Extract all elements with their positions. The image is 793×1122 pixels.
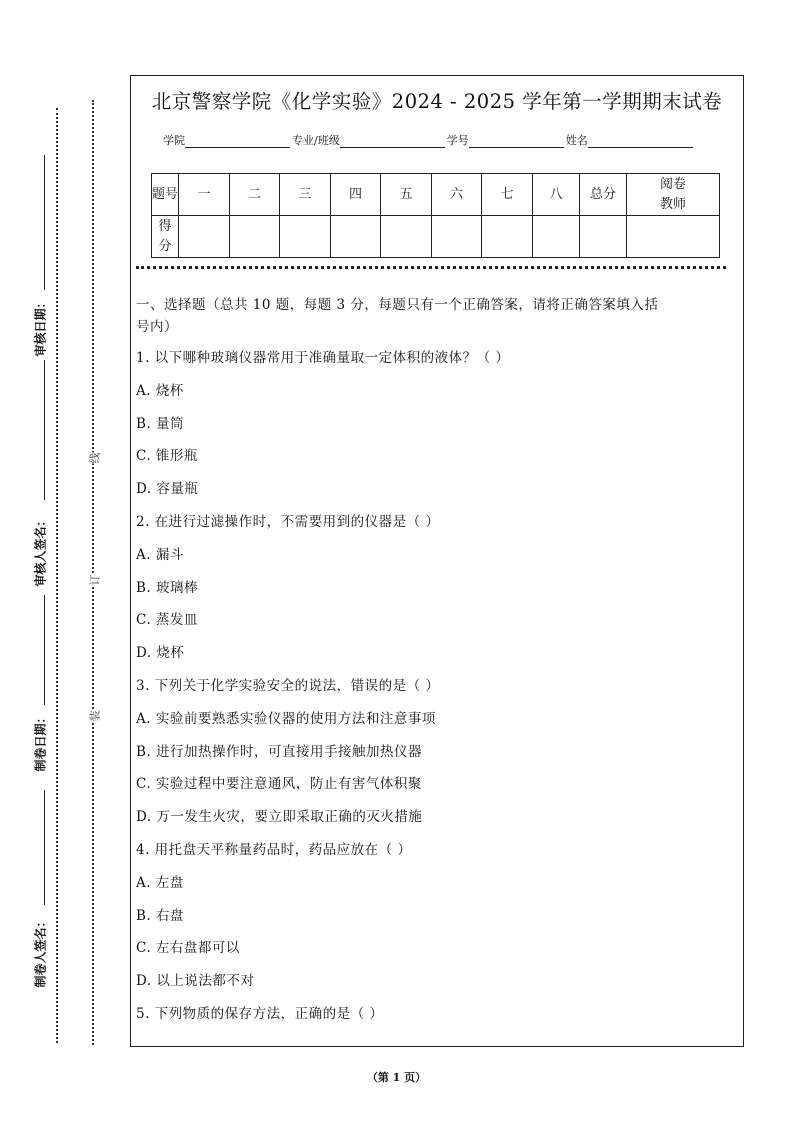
score-cell[interactable] (280, 216, 331, 258)
option: D. 容量瓶 (136, 481, 199, 498)
maker-sign-line (44, 790, 45, 905)
option: B. 量筒 (136, 415, 185, 432)
option: C. 左右盘都可以 (136, 940, 240, 957)
question-2: 2. 在进行过滤操作时，不需要用到的仪器是（ ） (136, 514, 440, 530)
review-date-label: 审核日期： (33, 296, 48, 357)
score-cell[interactable] (230, 216, 280, 258)
score-cell[interactable] (482, 216, 533, 258)
major-label: 专业/班级 (292, 134, 340, 147)
maker-sign-label: 制卷人签名： (33, 915, 48, 988)
student-id-label: 学号 (446, 134, 469, 147)
option: A. 烧杯 (136, 382, 184, 399)
score-cell[interactable] (179, 216, 230, 258)
section-heading-cont: 号内） (136, 319, 178, 335)
name-field[interactable] (588, 135, 693, 148)
student-id-field[interactable] (469, 135, 564, 148)
option: B. 玻璃棒 (136, 579, 199, 596)
college-label: 学院 (163, 134, 185, 147)
page-number: （第 1 页） (366, 1071, 427, 1084)
option: D. 万一发生火灾，要立即采取正确的灭火措施 (136, 809, 423, 826)
review-date-line (44, 155, 45, 290)
bind-mark-line: 线 (88, 452, 102, 464)
option: D. 以上说法都不对 (136, 973, 255, 990)
col-1: 一 (179, 174, 230, 216)
name-label: 姓名 (565, 134, 588, 147)
option: C. 锥形瓶 (136, 448, 198, 465)
col-4: 四 (331, 174, 381, 216)
reviewer-sign-label: 审核人签名： (33, 514, 48, 587)
option: C. 蒸发皿 (136, 612, 198, 629)
score-cell[interactable] (580, 216, 627, 258)
bind-mark-ding: 订 (88, 574, 102, 586)
question-3: 3. 下列关于化学实验安全的说法，错误的是（ ） (136, 678, 440, 694)
score-cell[interactable] (627, 216, 720, 258)
col-grader: 阅卷教师 (627, 174, 720, 216)
make-date-label: 制卷日期： (33, 711, 48, 772)
score-cell[interactable] (432, 216, 482, 258)
score-cell[interactable] (331, 216, 381, 258)
option: D. 烧杯 (136, 645, 185, 662)
col-8: 八 (533, 174, 580, 216)
bind-mark-zhuang: 装 (88, 710, 102, 722)
student-info-row (163, 132, 695, 148)
major-field[interactable] (340, 135, 445, 148)
college-field[interactable] (185, 135, 290, 148)
score-label: 得分 (152, 216, 179, 258)
col-2: 二 (230, 174, 280, 216)
score-cell[interactable] (381, 216, 432, 258)
binding-dotted-line (92, 100, 94, 1045)
option: B. 右盘 (136, 907, 185, 924)
question-5: 5. 下列物质的保存方法，正确的是（ ） (136, 1006, 384, 1022)
question-1: 1. 以下哪种玻璃仪器常用于准确量取一定体积的液体？（ ） (136, 350, 510, 366)
section-heading: 一、选择题（总共 10 题，每题 3 分，每题只有一个正确答案，请将正确答案填入括 (136, 297, 659, 313)
inner-dotted-line (56, 108, 58, 1043)
score-cell[interactable] (533, 216, 580, 258)
col-3: 三 (280, 174, 331, 216)
col-6: 六 (432, 174, 482, 216)
dotted-separator (136, 266, 726, 269)
col-7: 七 (482, 174, 533, 216)
reviewer-sign-line (44, 360, 45, 500)
question-4: 4. 用托盘天平称量药品时，药品应放在（ ） (136, 842, 412, 858)
option: B. 进行加热操作时，可直接用手接触加热仪器 (136, 743, 423, 760)
make-date-line (44, 595, 45, 705)
option: C. 实验过程中要注意通风，防止有害气体积聚 (136, 776, 422, 793)
option: A. 左盘 (136, 874, 184, 891)
score-table (151, 173, 720, 258)
option: A. 实验前要熟悉实验仪器的使用方法和注意事项 (136, 710, 436, 727)
option: A. 漏斗 (136, 546, 184, 563)
exam-title: 北京警察学院《化学实验》2024 - 2025 学年第一学期期末试卷 (151, 90, 723, 113)
header-label: 题号 (152, 174, 179, 216)
col-total: 总分 (580, 174, 627, 216)
col-5: 五 (381, 174, 432, 216)
